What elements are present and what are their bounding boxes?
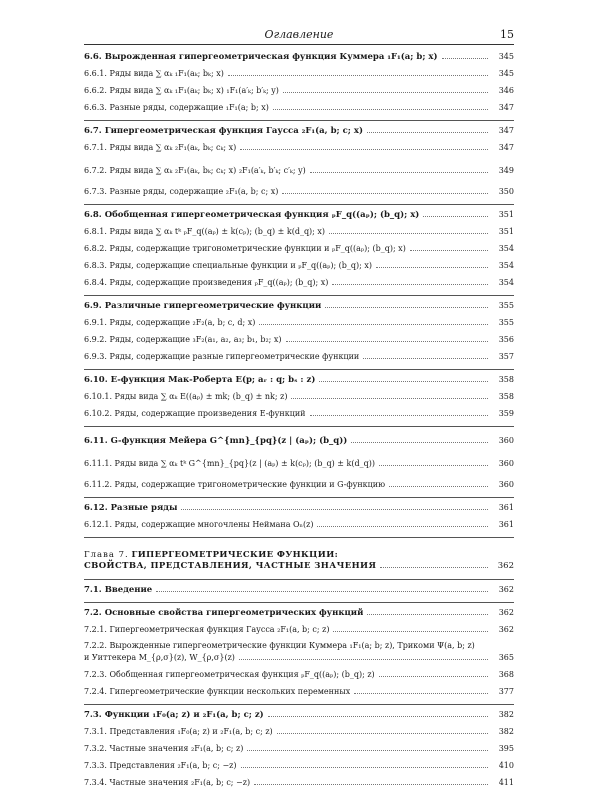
toc-item[interactable]: 6.11.2. Ряды, содержащие тригонометрические функции и G-функцию 360 <box>84 480 514 489</box>
section-divider <box>84 579 514 580</box>
toc-item-wrapped-line[interactable]: 7.2.2. Вырожденные гипергеометрические функции Куммера ₁F₁(a; b; z), Трикоми Ψ(a, b; z) <box>84 641 475 650</box>
toc-item[interactable]: 7.3.1. Представления ₁F₀(a; z) и ₂F₁(a, b; c; z) 382 <box>84 727 514 736</box>
toc-item[interactable]: 6.6.2. Ряды вида ∑ αₖ ₁F₁(aₖ; bₖ; x) ₁F₁(a′ₖ; b′ₖ; y) 346 <box>84 86 514 95</box>
toc-item[interactable]: 6.7.2. Ряды вида ∑ αₖ ₂F₁(aₖ, bₖ; cₖ; x) ₂F₁(a′ₖ, b′ₖ; c′ₖ; y) 349 <box>84 166 514 175</box>
toc-item[interactable]: 6.11.1. Ряды вида ∑ αₖ tᵏ G^{mn}_{pq}(z | (aₚ) ± k(cₚ); (b_q) ± k(d_q)) 360 <box>84 459 514 468</box>
chapter-page: 362 <box>497 561 514 571</box>
toc-item[interactable]: 6.10.2. Ряды, содержащие произведения E-функций 359 <box>84 409 514 418</box>
running-title: Оглавление <box>264 28 334 41</box>
chapter-title-line1: ГИПЕРГЕОМЕТРИЧЕСКИЕ ФУНКЦИИ: <box>131 550 339 560</box>
toc-item[interactable]: и Уиттекера M_{ρ,σ}(z), W_{ρ,σ}(z) 365 <box>84 653 514 662</box>
toc-section[interactable]: 6.7. Гипергеометрическая функция Гаусса ₂F₁(a, b; c; x) 347 <box>84 126 514 136</box>
section-divider <box>84 204 514 205</box>
toc-item[interactable]: 6.8.4. Ряды, содержащие произведения ₚF_q((aₚ); (b_q); x) 354 <box>84 278 514 287</box>
toc-item[interactable]: 7.2.4. Гипергеометрические функции нескольких переменных 377 <box>84 687 514 696</box>
toc-item[interactable]: 7.3.4. Частные значения ₂F₁(a, b; c; −z) 411 <box>84 778 514 787</box>
toc-item[interactable]: 7.3.3. Представления ₂F₁(a, b; c; −z) 410 <box>84 761 514 770</box>
section-divider <box>84 369 514 370</box>
toc-item[interactable]: 6.9.3. Ряды, содержащие разные гипергеометрические функции 357 <box>84 352 514 361</box>
toc-section[interactable]: 7.1. Введение 362 <box>84 585 514 595</box>
toc-item[interactable]: 6.12.1. Ряды, содержащие многочлены Неймана Oₙ(z) 361 <box>84 520 514 529</box>
chapter-label: Глава 7. <box>84 550 129 560</box>
toc-section[interactable]: 6.8. Обобщенная гипергеометрическая функция ₚF_q((aₚ); (b_q); x) 351 <box>84 210 514 220</box>
toc-item[interactable]: 6.8.3. Ряды, содержащие специальные функции и ₚF_q((aₚ); (b_q); x) 354 <box>84 261 514 270</box>
toc-section[interactable]: 6.6. Вырожденная гипергеометрическая функция Куммера ₁F₁(a; b; x) 345 <box>84 52 514 62</box>
toc-section[interactable]: 6.9. Различные гипергеометрические функции 355 <box>84 301 514 311</box>
toc-item[interactable]: 6.8.1. Ряды вида ∑ αₖ tᵏ ₚF_q((aₚ) ± k(cₚ); (b_q) ± k(d_q); x) 351 <box>84 227 514 236</box>
toc-item[interactable]: 6.6.1. Ряды вида ∑ αₖ ₁F₁(aₖ; bₖ; x) 345 <box>84 69 514 78</box>
page-number: 15 <box>500 28 514 41</box>
toc-item[interactable]: 7.3.2. Частные значения ₂F₁(a, b; c; z) 395 <box>84 744 514 753</box>
toc-item[interactable]: 6.6.3. Разные ряды, содержащие ₁F₁(a; b; x) 347 <box>84 103 514 112</box>
chapter-title-row[interactable] <box>84 561 514 572</box>
section-divider <box>84 704 514 705</box>
toc-section[interactable]: 6.10. E-функция Мак-Роберта E(p; aᵣ : q; bₛ : z) 358 <box>84 375 514 385</box>
toc-item[interactable]: 6.7.1. Ряды вида ∑ αₖ ₂F₁(aₖ, bₖ; cₖ; x) 347 <box>84 143 514 152</box>
section-divider <box>84 602 514 603</box>
section-divider <box>84 120 514 121</box>
toc-item[interactable]: 6.9.1. Ряды, содержащие ₂F₂(a, b; c, d; x) 355 <box>84 318 514 327</box>
section-divider <box>84 497 514 498</box>
chapter-title-line2: СВОЙСТВА, ПРЕДСТАВЛЕНИЯ, ЧАСТНЫЕ ЗНАЧЕНИЯ <box>84 561 377 571</box>
section-divider <box>84 537 514 538</box>
toc-item[interactable]: 6.10.1. Ряды вида ∑ αₖ E((aₚ) ± mk; (b_q) ± nk; z) 358 <box>84 392 514 401</box>
toc-section[interactable]: 6.12. Разные ряды 361 <box>84 503 514 513</box>
table-of-contents <box>84 52 514 788</box>
toc-item[interactable]: 6.9.2. Ряды, содержащие ₃F₂(a₁, a₂, a₃; b₁, b₂; x) 356 <box>84 335 514 344</box>
section-divider <box>84 426 514 427</box>
running-header <box>84 26 514 45</box>
section-divider <box>84 295 514 296</box>
chapter-heading[interactable] <box>84 550 514 561</box>
toc-section[interactable]: 7.2. Основные свойства гипергеометрических функций 362 <box>84 608 514 618</box>
toc-item[interactable]: 7.2.1. Гипергеометрическая функция Гаусса ₂F₁(a, b; c; z) 362 <box>84 625 514 634</box>
toc-item[interactable]: 6.7.3. Разные ряды, содержащие ₂F₁(a, b; c; x) 350 <box>84 187 514 196</box>
toc-section[interactable]: 7.3. Функции ₁F₀(a; z) и ₂F₁(a, b; c; z) 382 <box>84 710 514 720</box>
toc-item[interactable]: 6.8.2. Ряды, содержащие тригонометрические функции и ₚF_q((aₚ); (b_q); x) 354 <box>84 244 514 253</box>
toc-section[interactable]: 6.11. G-функция Мейера G^{mn}_{pq}(z | (aₚ); (b_q)) 360 <box>84 436 514 446</box>
toc-item[interactable]: 7.2.3. Обобщенная гипергеометрическая функция ₚF_q((aₚ); (b_q); z) 368 <box>84 670 514 679</box>
